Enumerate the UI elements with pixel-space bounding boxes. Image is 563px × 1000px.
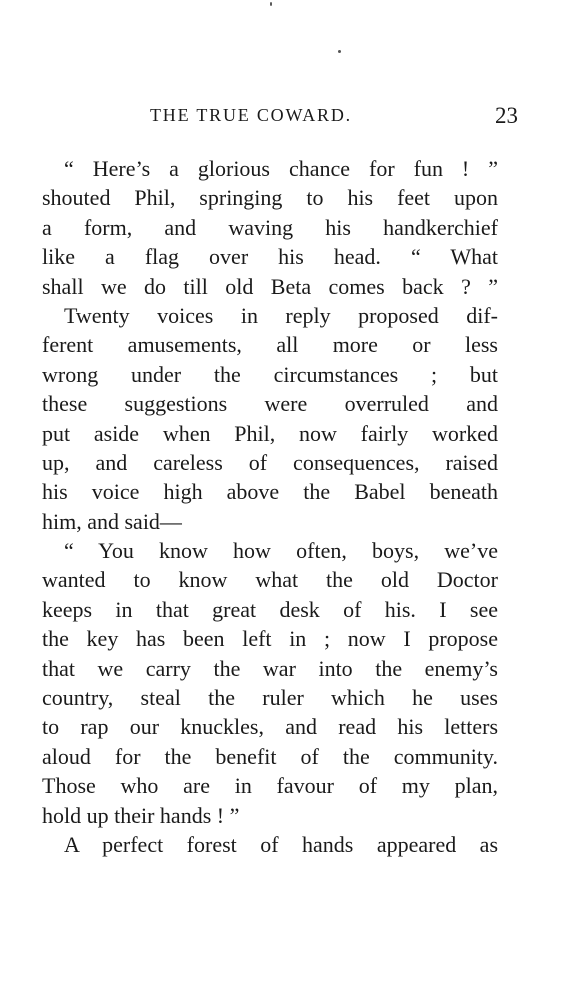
text-line: wanted to know what the old Doctor	[42, 567, 498, 593]
text-line: Those who are in favour of my plan,	[42, 773, 498, 799]
text-line: him, and said—	[42, 508, 182, 534]
text-line: hold up their hands ! ”	[42, 802, 240, 828]
ink-speck	[270, 2, 272, 6]
text-line: these suggestions were overruled and	[42, 391, 498, 417]
text-line: a form, and waving his handkerchief	[42, 214, 498, 240]
text-line: ferent amusements, all more or less	[42, 332, 498, 358]
ink-speck	[338, 50, 341, 53]
text-line: to rap our knuckles, and read his letters	[42, 714, 498, 740]
running-head	[40, 103, 518, 133]
text-line: up, and careless of consequences, raised	[42, 449, 498, 475]
running-head-title: THE TRUE COWARD.	[150, 105, 352, 125]
text-line: the key has been left in ; now I propose	[42, 626, 498, 652]
text-line: keeps in that great desk of his. I see	[42, 596, 498, 622]
text-line: put aside when Phil, now fairly worked	[42, 420, 498, 446]
text-line: wrong under the circumstances ; but	[42, 361, 498, 387]
text-line: shouted Phil, springing to his feet upon	[42, 185, 498, 211]
text-line: like a flag over his head. “ What	[42, 244, 498, 270]
text-line: country, steal the ruler which he uses	[42, 685, 498, 711]
text-line: his voice high above the Babel beneath	[42, 479, 498, 505]
text-line: aloud for the benefit of the community.	[42, 743, 498, 769]
body-text	[42, 154, 498, 859]
text-line: “ Here’s a glorious chance for fun ! ”	[64, 156, 498, 181]
text-line: Twenty voices in reply proposed dif-	[64, 302, 498, 328]
text-line: shall we do till old Beta comes back ? ”	[42, 273, 498, 299]
text-line: A perfect forest of hands appeared as	[64, 831, 498, 857]
text-line: “ You know how often, boys, we’ve	[64, 538, 498, 564]
text-line: that we carry the war into the enemy’s	[42, 655, 498, 681]
page-number: 23	[495, 103, 518, 128]
